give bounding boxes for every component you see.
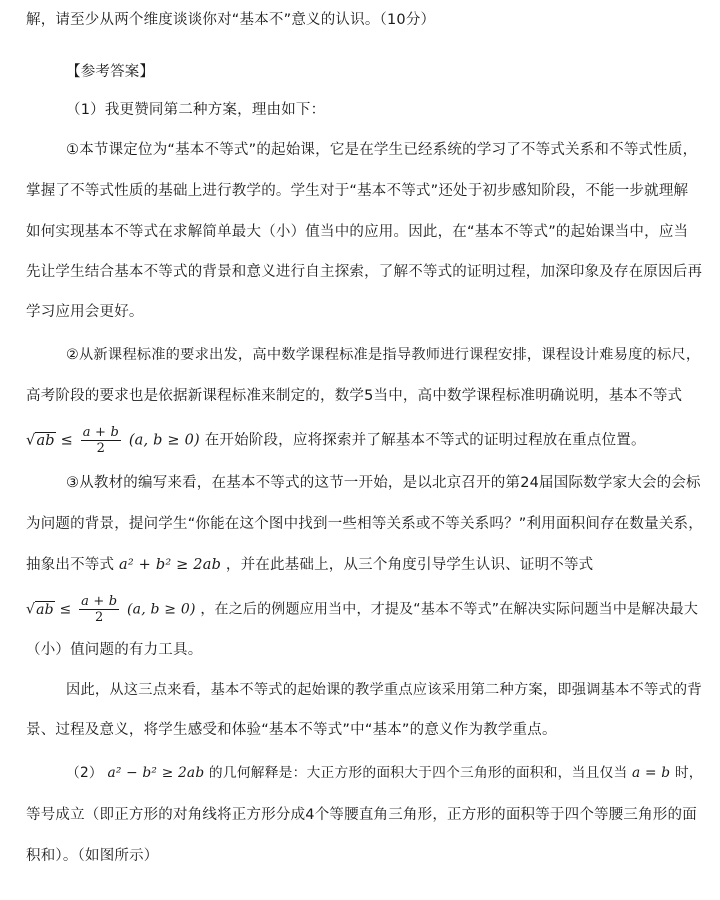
p4-line4: √ab ≤ $\frac{a + b}{2}$ (a, b ≥ 0) ，在之后的例题应用当中，才提及“基本不等式”在解决实际问题当中是解决最大: [26, 594, 699, 625]
equality-a-eq-b: a = b: [632, 765, 671, 781]
p5-line2: 景、过程及意义，将学生感受和体验“基本不等式”中“基本”的意义作为教学重点。: [26, 722, 557, 738]
p3-line2: 高考阶段的要求也是依据新课程标准来制定的，数学5当中，高中数学课程标准明确说明，基本不等式: [26, 388, 683, 404]
p6-line2: 等号成立（即正方形的对角线将正方形分成4个等腰直角三角形，正方形的面积等于四个等腰三角形的面: [26, 807, 697, 823]
p2-line1: ①本节课定位为“基本不等式”的起始课，它是在学生已经系统的学习了不等式关系和不等式性质，: [66, 142, 698, 158]
p2-line3: 如何实现基本不等式在求解简单最大（小）值当中的应用。因此，在“基本不等式”的起始课当中，应当: [26, 224, 689, 240]
inequality-a2b2: a² + b² ≥ 2ab: [119, 557, 222, 573]
p2-line2: 掌握了不等式性质的基础上进行教学的。学生对于“基本不等式”还处于初步感知阶段，不能一步就理解: [26, 183, 689, 199]
p2-line5: 学习应用会更好。: [26, 304, 144, 320]
answer-heading: 【参考答案】: [66, 64, 155, 80]
p4-line1: ③从教材的编写来看，在基本不等式的这节一开始，是以北京召开的第24届国际数学家大会的会标: [66, 475, 701, 491]
p4-line2: 为问题的背景，提问学生“你能在这个图中找到一些相等关系或不等关系吗？”利用面积间存在数量关系，: [26, 516, 703, 532]
fraction-formula: $\frac{a + b}{2}$: [82, 425, 119, 456]
p3-line3: √ab ≤ $\frac{a + b}{2}$ (a, b ≥ 0) 在开始阶段，应将探索并了解基本不等式的证明过程放在重点位置。: [26, 425, 646, 456]
part1-intro: （1）我更赞同第二种方案，理由如下：: [66, 102, 326, 118]
sqrt-ab-formula: √ab: [26, 432, 55, 449]
p6-line1: （2） a² − b² ≥ 2ab 的几何解释是：大正方形的面积大于四个三角形的面积和，当且仅当 a = b 时，: [66, 765, 703, 781]
p2-line4: 先让学生结合基本不等式的背景和意义进行自主探索，了解不等式的证明过程，加深印象及存在原因后再: [26, 264, 703, 280]
fraction-formula-2: $\frac{a + b}{2}$: [81, 594, 118, 625]
p5-line1: 因此，从这三点来看，基本不等式的起始课的教学重点应该采用第二种方案，即强调基本不等式的背: [66, 682, 702, 698]
inequality-a2-minus-b2: a² − b² ≥ 2ab: [107, 765, 205, 781]
question-tail: 解，请至少从两个维度谈谈你对“基本不”意义的认识。（10分）: [26, 12, 436, 28]
p6-line3: 积和）。（如图所示）: [26, 848, 159, 864]
p4-line5: （小）值问题的有力工具。: [26, 642, 203, 658]
sqrt-ab-formula-2: √ab: [26, 601, 54, 618]
p4-line3: 抽象出不等式 a² + b² ≥ 2ab ，并在此基础上，从三个角度引导学生认识、证明不等式: [26, 557, 594, 573]
p3-line1: ②从新课程标准的要求出发，高中数学课程标准是指导教师进行课程安排，课程设计难易度的标尺，: [66, 347, 701, 363]
